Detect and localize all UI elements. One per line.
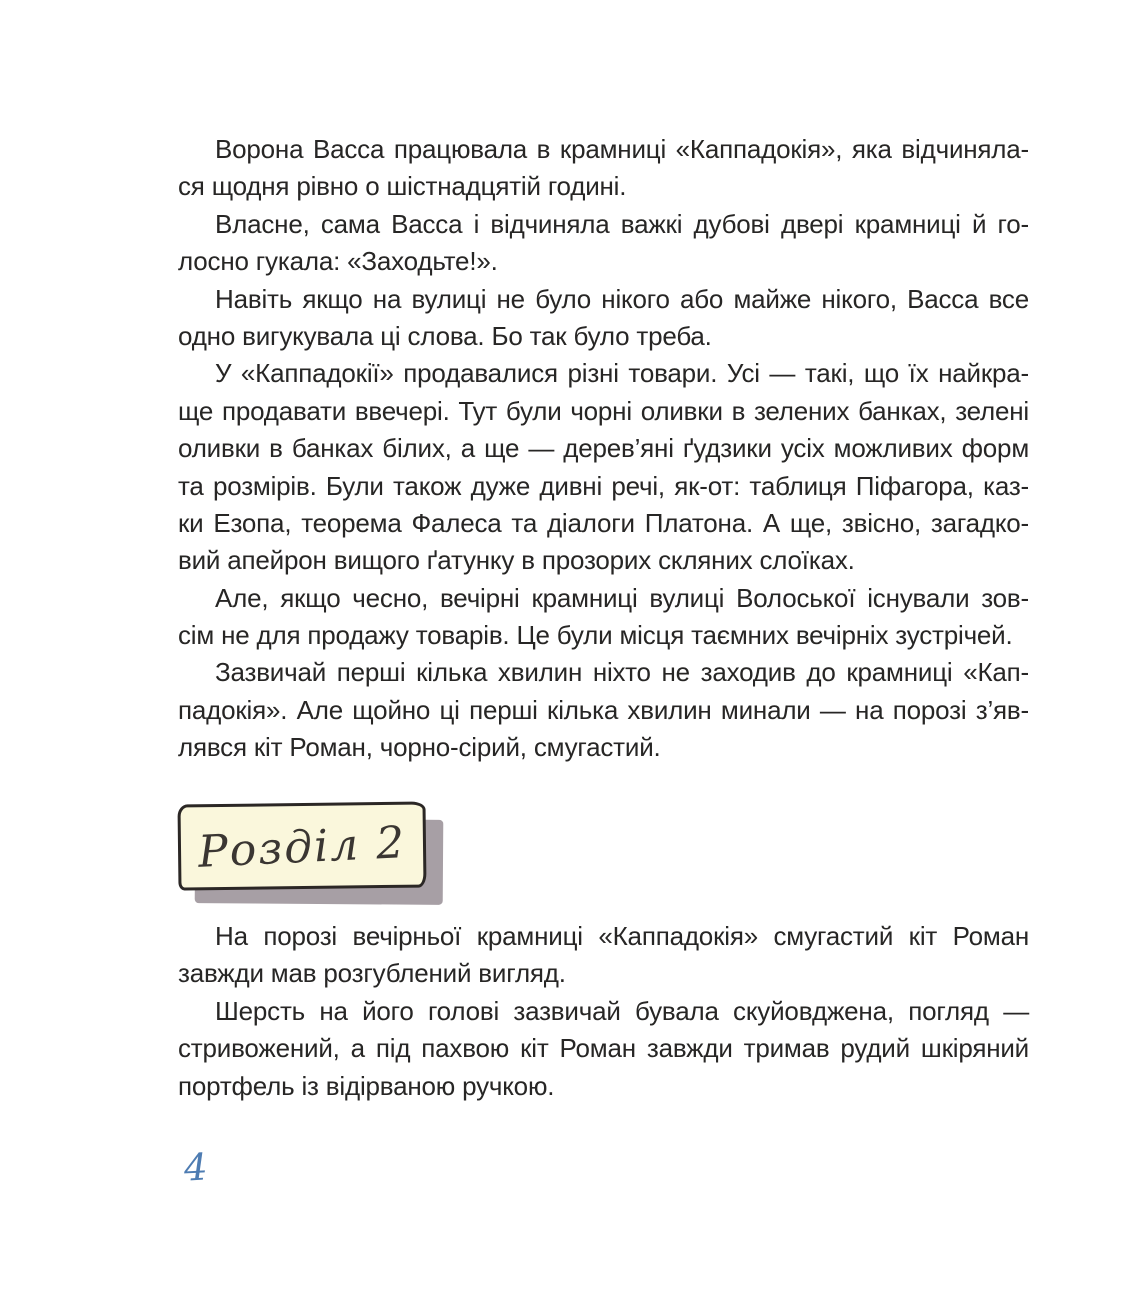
text-line: стривожений, а під пахвою кіт Роман завжди тримав рудий шкіряний xyxy=(178,1033,1029,1064)
text-line: та розмірів. Були також дуже дивні речі, як-от: таблиця Піфагора, каз- xyxy=(178,470,1029,501)
text-line: сім не для продажу товарів. Це були місця таємних вечірніх зустрічей. xyxy=(178,620,1013,651)
text-line: На порозі вечірньої крамниці «Каппадокія» смугастий кіт Роман xyxy=(215,921,1029,951)
text-line: падокія». Але щойно ці перші кілька хвилин минали — на порозі з’яв- xyxy=(178,694,1029,725)
paragraph xyxy=(178,580,1029,655)
text-line: вий апейрон вищого ґатунку в прозорих скляних слоїках. xyxy=(178,545,855,576)
text-line: портфель із відірваною ручкою. xyxy=(178,1070,555,1101)
chapter-box-face xyxy=(177,801,426,890)
text-line: Але, якщо чесно, вечірні крамниці вулиці Волоської існували зов- xyxy=(215,582,1029,613)
paragraph xyxy=(178,654,1029,766)
text-line: Ворона Васса працювала в крамниці «Каппадокія», яка відчиняла- xyxy=(215,134,1029,164)
text-line: оливки в банках білих, а ще — дерев’яні ґудзики усіх можливих форм xyxy=(178,433,1029,464)
chapter-heading-box xyxy=(178,803,448,908)
paragraph xyxy=(178,355,1029,579)
body-text-after-chapter xyxy=(178,918,1029,1105)
paragraph xyxy=(178,281,1029,356)
text-line: Зазвичай перші кілька хвилин ніхто не заходив до крамниці «Кап- xyxy=(215,657,1029,688)
paragraph xyxy=(178,206,1029,281)
text-line: лявся кіт Роман, чорно-сірий, смугастий. xyxy=(178,732,661,763)
chapter-heading: Розділ 2 xyxy=(196,816,408,878)
body-text-before-chapter xyxy=(178,131,1029,767)
text-line: завжди мав розгублений вигляд. xyxy=(178,958,566,989)
paragraph xyxy=(178,993,1029,1105)
text-line: лосно гукала: «Заходьте!». xyxy=(178,246,498,277)
text-line: одно вигукувала ці слова. Бо так було треба. xyxy=(178,320,712,351)
text-line: Шерсть на його голові зазвичай бувала скуйовджена, погляд — xyxy=(215,995,1029,1026)
text-line: ся щодня рівно о шістнадцятій годині. xyxy=(178,171,627,202)
text-line: ще продавати ввечері. Тут були чорні оливки в зелених банках, зелені xyxy=(178,395,1029,426)
text-line: У «Каппадокії» продавалися різні товари. Усі — такі, що їх найкра- xyxy=(215,358,1029,389)
paragraph xyxy=(178,918,1029,993)
text-line: Навіть якщо на вулиці не було нікого або майже нікого, Васса все xyxy=(215,283,1029,314)
paragraph xyxy=(178,131,1029,206)
page-number: 4 xyxy=(182,1145,209,1190)
text-line: Власне, сама Васса і відчиняла важкі дубові двері крамниці й го- xyxy=(215,208,1029,239)
text-line: ки Езопа, теорема Фалеса та діалоги Платона. А ще, звісно, загадко- xyxy=(178,507,1029,538)
